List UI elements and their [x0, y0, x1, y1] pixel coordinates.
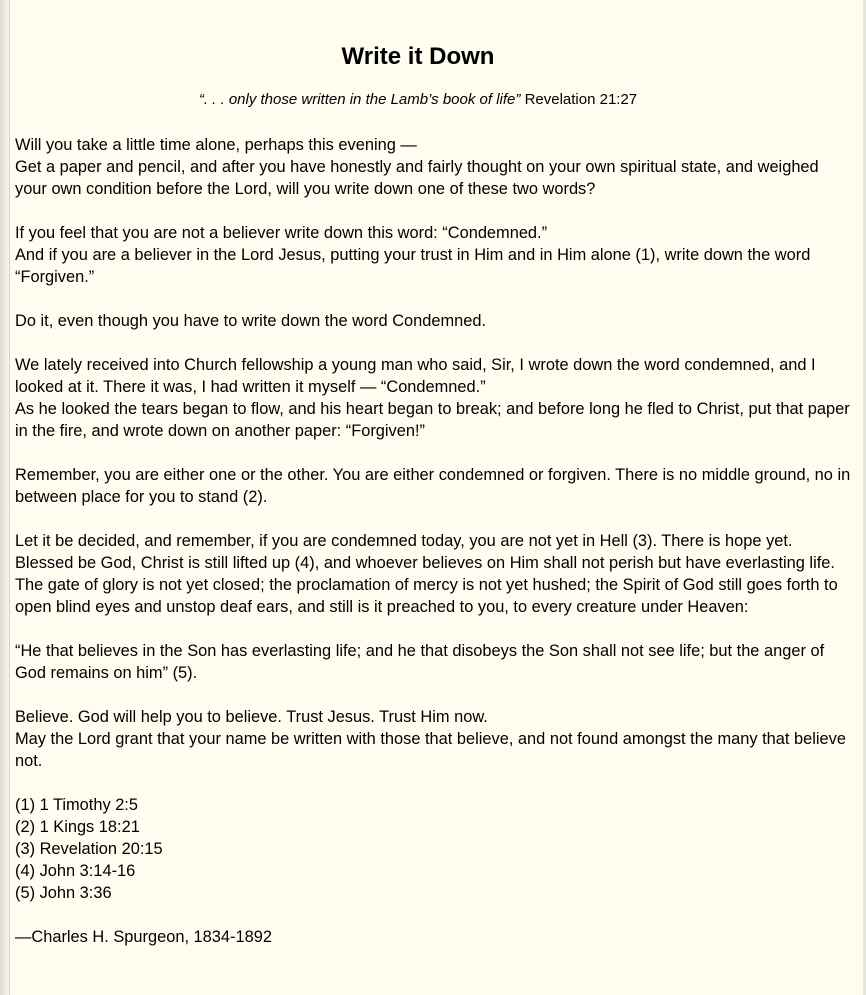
paragraph-line: Get a paper and pencil, and after you have honestly and fairly thought on your own spiritual state, and weighed your own condition before the Lord, will you write down one of these two words?: [15, 158, 819, 198]
paragraph-line: Do it, even though you have to write down the word Condemned.: [15, 312, 487, 330]
article-body: [15, 134, 855, 970]
paragraph-7: [15, 640, 855, 684]
page-title: Write it Down: [341, 43, 495, 70]
paragraph-line: If you feel that you are not a believer write down this word: “Condemned.”: [15, 224, 548, 242]
reference-item: (4) John 3:14-16: [15, 862, 136, 880]
paragraph-line: As he looked the tears began to flow, and his heart began to break; and before long he fled to Christ, put that paper in the fire, and wrote down on another paper: “Forgiven!”: [15, 400, 850, 440]
reference-item: (5) John 3:36: [15, 884, 112, 902]
reference-item: (2) 1 Kings 18:21: [15, 818, 140, 836]
signature: [15, 926, 855, 948]
paragraph-6: [15, 530, 855, 618]
paragraph-line: Let it be decided, and remember, if you are condemned today, you are not yet in Hell (3). There is hope yet. Blessed be God, Christ is still lifted up (4), and whoever believes on Him shall not perish but have everlasting life. The gate of glory is not yet closed; the proclamation of mercy is not yet hushed; the Spirit of God still goes forth to open blind eyes and unstop deaf ears, and still is it preached to you, to every creature under Heaven:: [15, 532, 838, 616]
epigraph: [15, 91, 821, 108]
paragraph-line: “He that believes in the Son has everlasting life; and he that disobeys the Son shall not see life; but the anger of God remains on him” (5).: [15, 642, 825, 682]
paragraph-line: We lately received into Church fellowship a young man who said, Sir, I wrote down the word condemned, and I looked at it. There it was, I had written it myself — “Condemned.”: [15, 356, 816, 396]
paragraph-2: [15, 222, 855, 288]
paragraph-line: Remember, you are either one or the other. You are either condemned or forgiven. There is no middle ground, no in between place for you to stand (2).: [15, 466, 851, 506]
paragraph-8: [15, 706, 855, 772]
signature-text: —Charles H. Spurgeon, 1834-1892: [15, 928, 272, 946]
paragraph-1: [15, 134, 855, 200]
left-page-edge: [0, 0, 10, 995]
paragraph-line: Will you take a little time alone, perhaps this evening —: [15, 136, 417, 154]
paragraph-line: Believe. God will help you to believe. Trust Jesus. Trust Him now.: [15, 708, 488, 726]
paragraph-line: May the Lord grant that your name be written with those that believe, and not found amongst the many that believe not.: [15, 730, 846, 770]
epigraph-quote: “. . . only those written in the Lamb’s book of life”: [198, 91, 521, 108]
reference-list: [15, 794, 855, 904]
paragraph-4: [15, 354, 855, 442]
paragraph-line: And if you are a believer in the Lord Jesus, putting your trust in Him and in Him alone (1), write down the word “Forgiven.”: [15, 246, 811, 286]
paragraph-3: [15, 310, 855, 332]
paragraph-5: [15, 464, 855, 508]
epigraph-reference: Revelation 21:27: [524, 91, 638, 108]
reference-item: (1) 1 Timothy 2:5: [15, 796, 138, 814]
reference-item: (3) Revelation 20:15: [15, 840, 163, 858]
